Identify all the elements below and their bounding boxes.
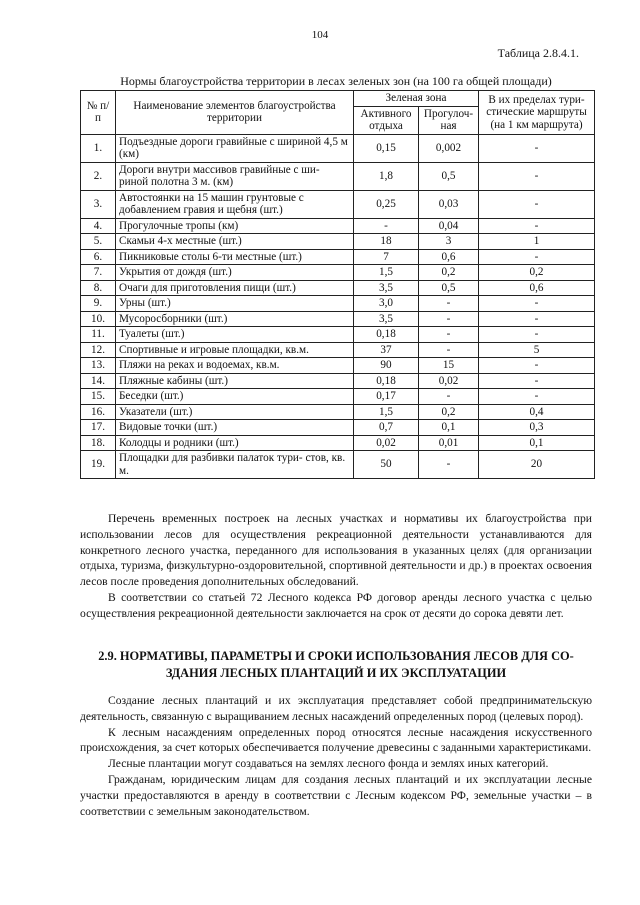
header-routes: В их пределах тури- стические маршруты (на 1 км маршрута): [479, 91, 595, 135]
row-routes: 20: [479, 451, 595, 479]
table-row: [81, 234, 595, 250]
row-routes: -: [479, 327, 595, 343]
paragraph: Создание лесных плантаций и их эксплуатация представляет собой предпринимательскую деятельность, связанную с выращиванием лесных насаждений определенных пород (целевых пород).: [80, 694, 592, 723]
row-routes: 0,4: [479, 404, 595, 420]
row-active: 50: [354, 451, 419, 479]
table-row: [81, 280, 595, 296]
row-name: Видовые точки (шт.): [116, 420, 354, 436]
table-row: [81, 389, 595, 405]
row-name: Урны (шт.): [116, 296, 354, 312]
row-walking: 0,6: [419, 249, 479, 265]
row-walking: 0,2: [419, 404, 479, 420]
row-routes: -: [479, 311, 595, 327]
row-number: 15.: [81, 389, 116, 405]
row-routes: 0,6: [479, 280, 595, 296]
row-name: Туалеты (шт.): [116, 327, 354, 343]
body-text-1: [80, 511, 592, 622]
table-row: [81, 311, 595, 327]
row-active: 0,02: [354, 435, 419, 451]
page-number: 104: [311, 29, 329, 41]
row-routes: -: [479, 296, 595, 312]
table-row: [81, 451, 595, 479]
row-active: 3,5: [354, 280, 419, 296]
row-routes: 1: [479, 234, 595, 250]
row-number: 4.: [81, 218, 116, 234]
row-name: Колодцы и родники (шт.): [116, 435, 354, 451]
row-walking: 0,5: [419, 280, 479, 296]
row-active: 3,5: [354, 311, 419, 327]
row-number: 16.: [81, 404, 116, 420]
row-routes: 0,1: [479, 435, 595, 451]
row-number: 9.: [81, 296, 116, 312]
row-walking: 0,01: [419, 435, 479, 451]
row-number: 2.: [81, 162, 116, 190]
paragraph: Перечень временных построек на лесных участках и нормативы их благоустройства при использовании лесов для осуществления рекреационной деятельности устанавливаются для конкретного лесного участка, переданного для использования в указанных целях (для организации отдыха, туризма, физкультурно-оздоровительной, спортивной деятельности и др.) в проектах освоения лесов после проведения дополнительных обследований.: [80, 512, 592, 589]
table-row: [81, 249, 595, 265]
section-title: 2.9. НОРМАТИВЫ, ПАРАМЕТРЫ И СРОКИ ИСПОЛЬЗОВАНИЯ ЛЕСОВ ДЛЯ СО- ЗДАНИЯ ЛЕСНЫХ ПЛАНТАЦИЙ И ИХ ЭКСПЛУАТАЦИИ: [98, 649, 574, 680]
table-row: [81, 134, 595, 162]
table-row: [81, 373, 595, 389]
row-name: Пляжи на реках и водоемах, кв.м.: [116, 358, 354, 374]
row-name: Прогулочные тропы (км): [116, 218, 354, 234]
row-number: 7.: [81, 265, 116, 281]
row-number: 12.: [81, 342, 116, 358]
row-walking: -: [419, 296, 479, 312]
table-caption: Нормы благоустройства территории в лесах зеленых зон (на 100 га общей площади): [120, 74, 552, 88]
row-active: 18: [354, 234, 419, 250]
row-name: Указатели (шт.): [116, 404, 354, 420]
row-active: 0,18: [354, 327, 419, 343]
table-row: [81, 265, 595, 281]
row-routes: -: [479, 389, 595, 405]
row-number: 19.: [81, 451, 116, 479]
row-name: Спортивные и игровые площадки, кв.м.: [116, 342, 354, 358]
paragraph: Гражданам, юридическим лицам для создания лесных плантаций и их эксплуатации лесные участки предоставляются в аренду в соответствии с Лесным кодексом РФ, земельные участки – в соответствии с земельным законодательством.: [80, 772, 592, 818]
row-number: 11.: [81, 327, 116, 343]
row-number: 3.: [81, 190, 116, 218]
row-name: Укрытия от дождя (шт.): [116, 265, 354, 281]
row-active: 0,15: [354, 134, 419, 162]
row-number: 14.: [81, 373, 116, 389]
table-row: [81, 327, 595, 343]
row-walking: 0,5: [419, 162, 479, 190]
row-number: 10.: [81, 311, 116, 327]
row-walking: -: [419, 327, 479, 343]
table-row: [81, 218, 595, 234]
row-walking: -: [419, 311, 479, 327]
row-active: 1,5: [354, 265, 419, 281]
row-walking: -: [419, 451, 479, 479]
row-name: Автостоянки на 15 машин грунтовые с добавлением гравия и щебня (шт.): [116, 190, 354, 218]
row-name: Дороги внутри массивов гравийные с ши- риной полотна 3 м. (км): [116, 162, 354, 190]
paragraph: Лесные плантации могут создаваться на землях лесного фонда и землях иных категорий.: [108, 757, 549, 771]
row-routes: -: [479, 134, 595, 162]
row-number: 8.: [81, 280, 116, 296]
norms-table: [80, 90, 595, 479]
row-routes: 5: [479, 342, 595, 358]
body-text-2: [80, 693, 592, 819]
row-name: Подъездные дороги гравийные с шириной 4,5 м (км): [116, 134, 354, 162]
row-walking: 0,02: [419, 373, 479, 389]
row-routes: -: [479, 249, 595, 265]
table-id: Таблица 2.8.4.1.: [497, 46, 579, 60]
row-active: 0,7: [354, 420, 419, 436]
header-name: Наименование элементов благоустройства территории: [116, 91, 354, 135]
row-routes: 0,2: [479, 265, 595, 281]
table-row: [81, 358, 595, 374]
table-row: [81, 342, 595, 358]
row-active: 0,17: [354, 389, 419, 405]
row-name: Беседки (шт.): [116, 389, 354, 405]
row-active: 1,5: [354, 404, 419, 420]
row-routes: -: [479, 218, 595, 234]
table-row: [81, 404, 595, 420]
row-name: Очаги для приготовления пищи (шт.): [116, 280, 354, 296]
table-row: [81, 435, 595, 451]
row-routes: -: [479, 162, 595, 190]
header-walking: Прогулоч- ная: [419, 106, 479, 134]
row-walking: -: [419, 389, 479, 405]
row-routes: -: [479, 373, 595, 389]
row-number: 1.: [81, 134, 116, 162]
header-green-zone: Зеленая зона: [354, 91, 479, 107]
table-row: [81, 420, 595, 436]
paragraph: В соответствии со статьей 72 Лесного кодекса РФ договор аренды лесного участка с целью осуществления рекреационной деятельности заключается на срок от десяти до сорока девяти лет.: [80, 590, 592, 620]
row-walking: 0,1: [419, 420, 479, 436]
row-name: Пикниковые столы 6-ти местные (шт.): [116, 249, 354, 265]
row-active: 90: [354, 358, 419, 374]
header-num: № п/п: [81, 91, 116, 135]
row-walking: 15: [419, 358, 479, 374]
row-active: 1,8: [354, 162, 419, 190]
row-walking: 0,2: [419, 265, 479, 281]
row-routes: 0,3: [479, 420, 595, 436]
row-number: 6.: [81, 249, 116, 265]
row-walking: 3: [419, 234, 479, 250]
table-row: [81, 162, 595, 190]
row-number: 17.: [81, 420, 116, 436]
row-active: -: [354, 218, 419, 234]
table-row: [81, 190, 595, 218]
row-name: Мусоросборники (шт.): [116, 311, 354, 327]
row-routes: -: [479, 358, 595, 374]
row-active: 7: [354, 249, 419, 265]
row-active: 0,25: [354, 190, 419, 218]
row-name: Площадки для разбивки палаток тури- стов, кв. м.: [116, 451, 354, 479]
row-walking: 0,002: [419, 134, 479, 162]
row-walking: 0,03: [419, 190, 479, 218]
row-active: 3,0: [354, 296, 419, 312]
header-active: Активного отдыха: [354, 106, 419, 134]
row-active: 0,18: [354, 373, 419, 389]
row-name: Пляжные кабины (шт.): [116, 373, 354, 389]
table-row: [81, 296, 595, 312]
paragraph: К лесным насаждениям определенных пород относятся лесные насаждения искусственного происхождения, за счет которых обеспечивается получение древесины с заданными характеристиками.: [80, 725, 592, 755]
row-routes: -: [479, 190, 595, 218]
row-number: 13.: [81, 358, 116, 374]
row-walking: 0,04: [419, 218, 479, 234]
row-active: 37: [354, 342, 419, 358]
row-walking: -: [419, 342, 479, 358]
row-number: 5.: [81, 234, 116, 250]
row-name: Скамьи 4-х местные (шт.): [116, 234, 354, 250]
row-number: 18.: [81, 435, 116, 451]
